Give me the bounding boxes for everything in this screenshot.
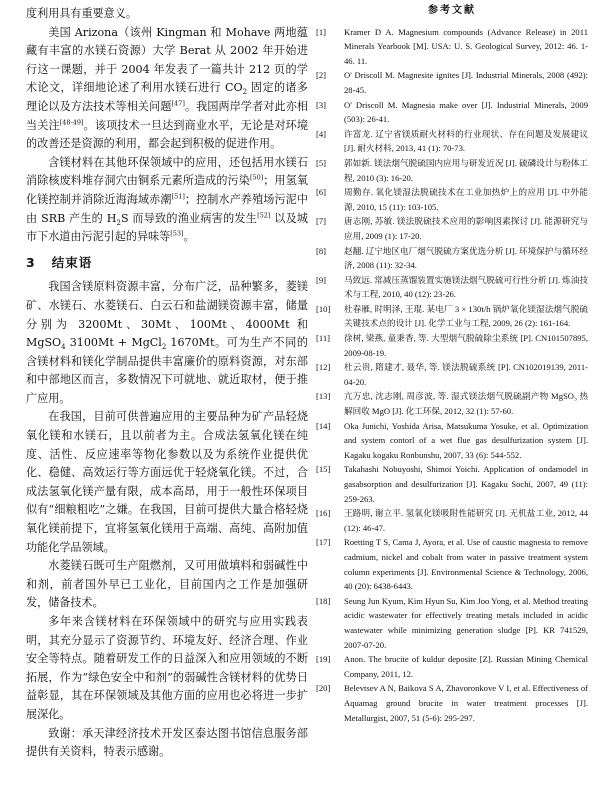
citation: [52] [257, 210, 271, 219]
section-heading [26, 254, 308, 273]
reference-text: Takahashi Nobuyoshi, Shimoi Yoichi. Application of ondamodel in gasabsorption and desulfurization [J]. Kagaku Sochi, 2007, 49 (11): 259-263. [344, 464, 588, 504]
citation: [47] [171, 99, 185, 108]
reference-number: [16] [316, 508, 331, 519]
reference-text: Seung Jun Kyum, Kim Hyun Su, Kim Joo Yong, et al. Method treating acidic wastewater for effectively treating metals included in acidic wastewater while minimizing generation sludge [P]. KR 741529, 2007-07-20. [344, 595, 588, 650]
citation: [51] [171, 192, 185, 201]
reference-number: [19] [316, 654, 331, 665]
reference-number: [5] [316, 157, 327, 168]
reference-text: Anon. The brucite of kuldur deposite [Z]. Russian Mining Chemical Company, 2011, 12. [344, 654, 588, 679]
citation: [53] [170, 229, 184, 238]
citation: [48-49] [59, 117, 84, 126]
paragraph-continuation: 度利用具有重要意义。 [26, 7, 137, 20]
reference-number: [9] [316, 274, 327, 285]
paragraph-other-applications: 含镁材料在其他环保领域中的应用，还包括用水镁石消除核废料堆存洞穴由铜系元素所造成的污染[50]；用氢氧化镁控制并消除近海海域赤潮[51]；控制水产养殖场污泥中由 SRB 产生的 $H_2S$ 而导致的渔业病害的发生[52] 以及城市下水道由污泥引起的异味等[53]。 [26, 155, 309, 244]
reference-text: O' Driscoll M. Magnesite ignites [J]. Industrial Minerals, 2008 (492): 28-45. [344, 70, 588, 95]
reference-text: 马致远. 常减压蒸馏装置实施镁法烟气脱硫可行性分析 [J]. 炼油技术与工程, 2010, 40 (12): 23-26. [344, 274, 588, 300]
citation: [50] [249, 173, 264, 182]
acknowledgement: 致谢：承天津经济技术开发区泰达图书馆信息服务部提供有关资料，特表示感谢。 [26, 726, 308, 759]
paragraph-outlook: 多年来含镁材料在环保领域中的研究与应用实践表明，其充分显示了资源节约、环境友好、经济合理、作业安全等特点。随着研发工作的日益深入和应用领域的不断拓展，作为“绿色安全中和剂”的弱碱性含镁材料的优势日益彰显，其在环保领域及其他方面的应用也必将进一步扩展深化。 [26, 615, 308, 721]
reference-item [316, 681, 588, 725]
reference-text: 亢万忠, 沈志刚, 周彦波, 等. 湿式镁法烟气脱硫副产物 MgSO₃ 热解回收 MgO [J]. 化工环保, 2012, 32 (1): 57-60. [344, 391, 588, 417]
reference-text: 王路明, 谢立平. 氢氧化镁吸附性能研究 [J]. 无机盐工业, 2012, 44 (12): 46-47. [344, 508, 588, 533]
reference-text: 周勤存. 氧化镁湿法脱硫技术在工业加热炉上的应用 [J]. 中外能源, 2010, 15 (11): 103-105. [344, 187, 588, 212]
reference-number: [8] [316, 245, 327, 256]
paragraph-arizona-research: 美国 Arizona（该州 Kingman 和 Mohave 两地蕴藏有丰富的水镁石资源）大学 Berat 从 2002 年开始进行这一课题，并于 2004 年发表了一篇共计 212 页的学术论文，详细地论述了利用水镁石进行 $CO_2$ 固定的诸多理论以及方法技术等相关问题[47]。我国两岸学者对此亦相当关注[48-49]。该项技术一旦达到商业水平，无论是对环境的改善还是资源的利用，都会起到积极的促进作用。 [26, 25, 308, 151]
reference-number: [13] [316, 391, 331, 402]
reference-item [316, 652, 588, 681]
reference-item [316, 244, 588, 273]
reference-text: 杜春雁, 时明泽, 王琨. 某电厂 3 × 130t/h 锅炉氧化镁湿法烟气脱硫关键技术点的设计 [J]. 化学工业与工程, 2009, 26 (2): 161-164. [344, 303, 588, 329]
reference-text: 郭如新. 镁法烟气脱硫国内应用与研发近况 [J]. 硫磷设计与粉体工程, 2010 (3): 16-20. [344, 157, 588, 183]
reference-number: [20] [316, 683, 331, 694]
reference-item [316, 98, 588, 127]
reference-number: [15] [316, 464, 331, 475]
reference-item [316, 156, 588, 185]
reference-item [316, 594, 588, 652]
paragraph-hydromagnesite: 水菱镁石既可生产阻燃剂，又可用做填料和弱碱性中和剂，前者国外早已工业化，目前国内之工作是加强研发，储备技术。 [26, 559, 308, 610]
reference-text: Kramer D A. Magnesium compounds (Advance Release) in 2011 Minerals Yearbook [M]. USA: U. S. Geological Survey, 2012: 46. 1-46. 11. [344, 26, 588, 66]
reference-item [316, 506, 588, 535]
section-title: 结束语 [51, 254, 93, 270]
reference-item [316, 535, 588, 593]
reference-number: [18] [316, 595, 331, 606]
reference-list [316, 25, 588, 726]
reference-item [316, 273, 588, 302]
reference-item [316, 389, 588, 418]
reference-number: [10] [316, 303, 331, 314]
reference-number: [17] [316, 537, 331, 548]
reference-number: [6] [316, 187, 327, 198]
reference-item [316, 360, 588, 389]
references-column [316, 4, 588, 725]
reference-number: [4] [316, 128, 327, 139]
reference-text: 许富龙. 辽宁省镁质耐火材料的行业现状、存在问题及发展建议 [J]. 耐火材料, 2013, 41 (1): 70-73. [344, 128, 588, 154]
reference-number: [3] [316, 99, 327, 110]
reference-item [316, 462, 588, 506]
paragraph-resources: 我国含镁原料资源丰富，分布广泛，品种繁多，菱镁矿、水镁石、水菱镁石、白云石和盐湖镁资源丰富，储量分别为 3200Mt、30Mt、100Mt、4000Mt 和 MgSO$_4$ 3100Mt + MgCl$_2$ 1670Mt。可为生产不同的含镁材料和镁化学制品提供丰富廉价的原料资源，对东部和中部地区而言，多数情况下可就地、就近取材，便于推广应用。 [26, 280, 309, 405]
left-text-column [26, 5, 308, 762]
reference-text: Oka Junichi, Yoshida Arisa, Matsukuma Yosuke, et al. Optimization and system contorl of a wet flue gas desulfurization system [J]. Kagaku kogaku Ronbunshu, 2007, 33 (6): 544-552. [344, 420, 588, 460]
reference-item [316, 302, 588, 331]
reference-number: [2] [316, 70, 327, 81]
reference-number: [7] [316, 216, 327, 227]
reference-text: 杜云贵, 隋建才, 聂华, 等. 镁法脱硫系统 [P]. CN102019139, 2011-04-20. [344, 362, 588, 387]
reference-number: [14] [316, 420, 331, 431]
reference-item [316, 214, 588, 243]
reference-text: 唐志刚, 苏敏. 镁法脱硫技术应用的影响因素探讨 [J]. 能源研究与应用, 2009 (1): 17-20. [344, 216, 588, 241]
paragraph-products: 在我国，目前可供普遍应用的主要品种为矿产品轻烧氧化镁和水镁石，且以前者为主。合成法氢氧化镁在纯度、活性、反应速率等物化参数以及为系统作业提供优化、稳健、高效运行等方面远优于轻烧氧化镁。不过，合成法氢氧化镁产量有限，成本高昂，用于一般性环保项目似有“细粮粗吃”之嫌。在我国，目前可提供大量合格轻烧氧化镁前提下，宜将氢氧化镁用于高端、高纯、高附加值功能化学品领域。 [26, 410, 308, 554]
section-number: 3 [26, 254, 36, 270]
reference-text: 徐树, 梁燕, 童秉香, 等. 大型烟气脱硫除尘系统 [P]. CN101507895, 2009-08-19. [344, 333, 588, 358]
reference-text: 赵翻. 辽宁地区电厂烟气脱硫方案优选分析 [J]. 环境保护与循环经济, 2008 (11): 32-34. [344, 245, 588, 271]
reference-item [316, 25, 588, 69]
reference-number: [12] [316, 362, 331, 373]
reference-number: [11] [316, 333, 330, 344]
reference-item [316, 419, 588, 463]
reference-text: Belevtsev A N, Baikova S A, Zhavoronkove V I, et al. Effectiveness of Aquamag ground brucite in water treatment processes [J]. Metallurgist, 2007, 51 (5-6): 295-297. [344, 683, 588, 723]
reference-item [316, 331, 588, 360]
reference-number: [1] [316, 26, 327, 37]
reference-item [316, 127, 588, 156]
reference-item [316, 68, 588, 97]
references-heading: 参考文献 [428, 5, 476, 16]
reference-text: Roetting T S, Cama J, Ayora, et al. Use of caustic magnesia to remove cadmium, nickel and cobalt from water in passive treatment system column experiments [J]. Environmental Science & Technology, 2006, 40 (20): 6438-6443. [344, 537, 588, 592]
reference-item [316, 185, 588, 214]
reference-text: O' Driscoll M. Magnesia make over [J]. Industrial Minerals, 2009 (503): 26-41. [344, 99, 588, 125]
